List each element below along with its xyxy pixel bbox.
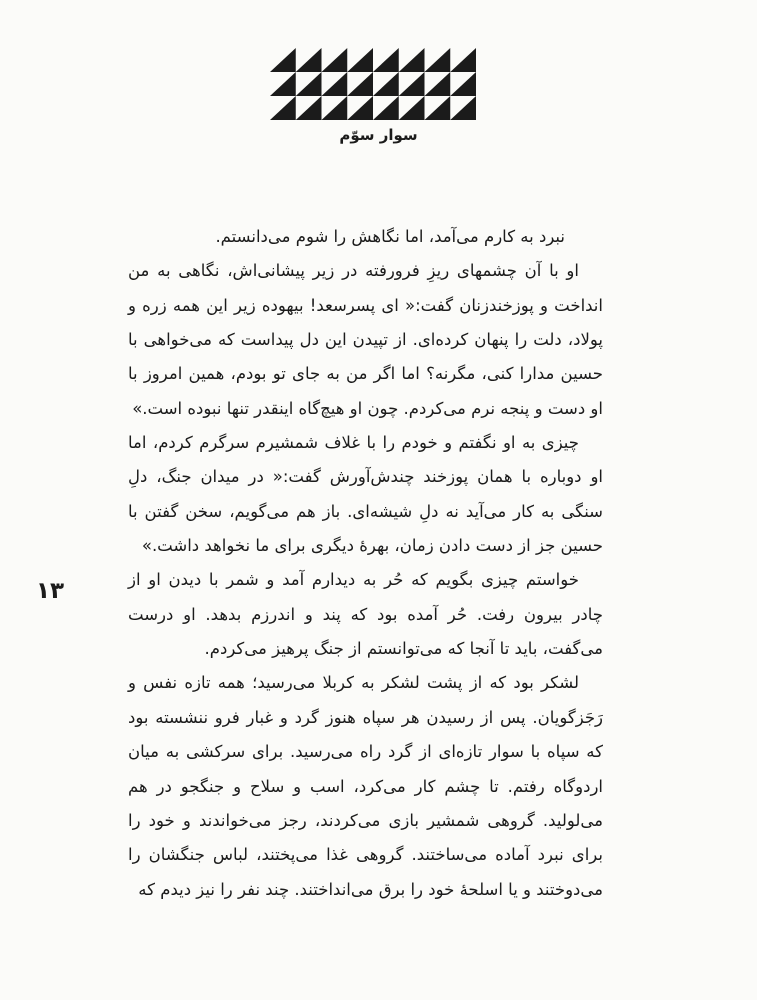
ornament-triangle [399, 96, 425, 120]
paragraph: چیزی به او نگفتم و خودم را با غلاف شمشیرم سرگرم کردم، اما او دوباره با همان پوزخند چندش‌آورش گفت:« در میدان جنگ، دلِ سنگی به کار می‌آید نه دلِ شیشه‌ای. باز هم می‌گویم، سخن گفتن با حسین جز از دست دادن زمان، بهرهٔ دیگری برای ما نخواهد داشت.» [128, 433, 603, 556]
paragraph: خواستم چیزی بگویم که حُر به دیدارم آمد و شمر با دیدن او از چادر بیرون رفت. حُر آمده بود که پند و اندرزم بدهد. او درست می‌گفت، باید تا آنجا که می‌توانستم از جنگ پرهیز می‌کردم. [128, 570, 603, 659]
ornament-triangle [270, 96, 296, 120]
ornament-triangle [450, 72, 476, 96]
triangle-pattern-ornament [270, 48, 476, 120]
chapter-title: سوار سوّم [339, 126, 418, 144]
paragraph: او با آن چشمهای ریزِ فرورفته در زیر پیشانی‌اش، نگاهی به من انداخت و پوزخندزنان گفت:« ای پسرسعد! بیهوده زیر این همه زره و پولاد، دلت را پنهان کرده‌ای. از تپیدن این دل پیداست که می‌خواهی با حسین مدارا کنی، مگرنه؟ اما اگر من به جای تو بودم، همین امروز با او دست و پنجه نرم می‌کردم. چون او هیچ‌گاه اینقدر تنها نبوده است.» [128, 261, 603, 418]
ornament-triangle [347, 48, 373, 72]
ornament-triangle [399, 48, 425, 72]
ornament-triangle [425, 72, 451, 96]
ornament-triangle [450, 96, 476, 120]
paragraph: نبرد به کارم می‌آمد، اما نگاهش را شوم می‌دانستم. [215, 227, 565, 246]
ornament-triangle [373, 48, 399, 72]
ornament-triangle [322, 96, 348, 120]
ornament-triangle [347, 96, 373, 120]
ornament-triangle [425, 96, 451, 120]
ornament-triangle [322, 48, 348, 72]
page-number: ۱۳ [36, 578, 65, 604]
ornament-triangle [296, 48, 322, 72]
ornament-triangle [322, 72, 348, 96]
body-text [128, 220, 603, 907]
ornament-triangle [450, 48, 476, 72]
ornament-triangle [425, 48, 451, 72]
ornament-triangle [296, 72, 322, 96]
ornament-triangle [373, 72, 399, 96]
ornament-triangle [270, 72, 296, 96]
ornament-triangle [373, 96, 399, 120]
ornament-triangle [296, 96, 322, 120]
paragraph: لشکر بود که از پشت لشکر به کربلا می‌رسید؛ همه تازه نفس و رَجَزگویان. پس از رسیدن هر سپاه هنوز گرد و غبار فرو ننشسته بود که سپاه با سوار تازه‌ای از گرد راه می‌رسید. برای سرکشی به میان اردوگاه رفتم. تا چشم کار می‌کرد، اسب و سلاح و جنگجو در هم می‌لولید. گروهی شمشیر بازی می‌کردند، رجز می‌خواندند و خود را برای نبرد آماده می‌ساختند. گروهی غذا می‌پختند، لباس جنگشان را می‌دوختند و یا اسلحهٔ خود را برق می‌انداختند. چند نفر را نیز دیدم که [128, 673, 603, 899]
ornament-triangle [399, 72, 425, 96]
ornament-triangle [270, 48, 296, 72]
ornament-triangle [347, 72, 373, 96]
